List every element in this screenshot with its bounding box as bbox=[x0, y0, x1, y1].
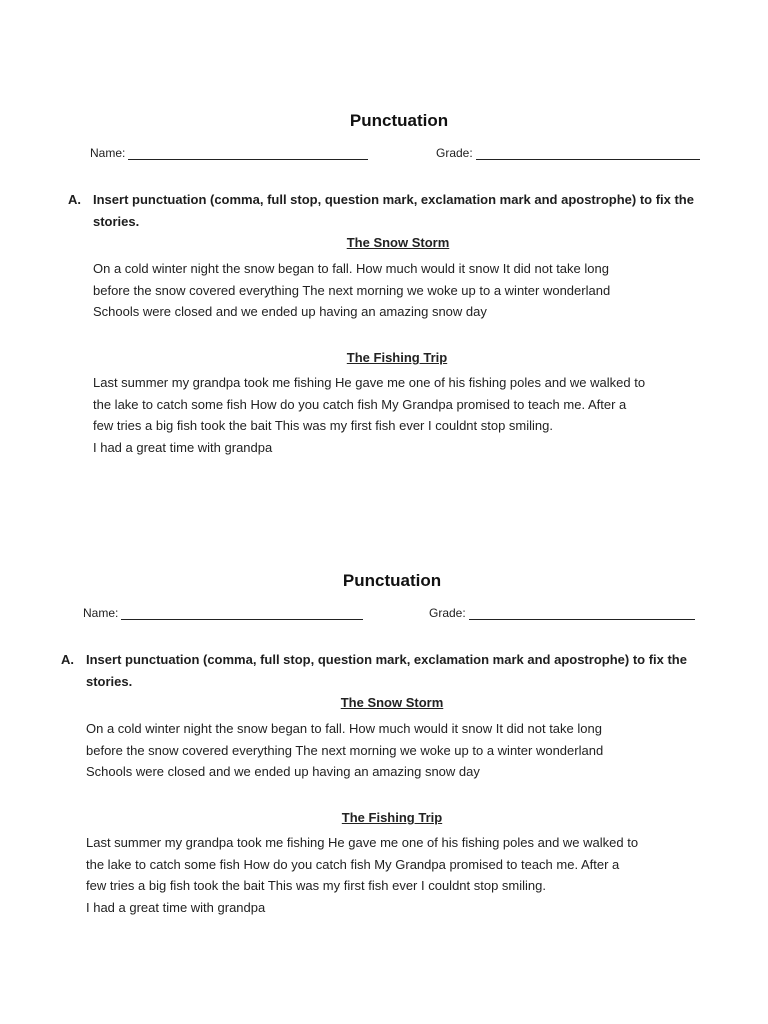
task-letter: A. bbox=[68, 192, 81, 207]
story-text-snow-storm: On a cold winter night the snow began to fall. How much would it snow It did not take long before the snow covered everything The next morning we woke up to a winter wonderland Schools were closed and we ended up having an amazing snow day bbox=[86, 721, 604, 779]
story-title-snow-storm: The Snow Storm bbox=[340, 695, 444, 710]
name-label: Name: bbox=[90, 146, 126, 160]
worksheet-title: Punctuation bbox=[342, 571, 442, 590]
task-text: Insert punctuation (comma, full stop, question mark, exclamation mark and apostrophe) to fix the stories. bbox=[93, 192, 694, 229]
grade-blank-line[interactable] bbox=[469, 607, 695, 620]
grade-label: Grade: bbox=[436, 146, 473, 160]
story-title-snow-storm: The Snow Storm bbox=[346, 235, 450, 250]
grade-field[interactable] bbox=[429, 606, 695, 620]
worksheet-top bbox=[0, 0, 768, 460]
name-field[interactable] bbox=[90, 146, 368, 160]
story-text-snow-storm: On a cold winter night the snow began to fall. How much would it snow It did not take long before the snow covered everything The next morning we woke up to a winter wonderland Schools were closed and we ended up having an amazing snow day bbox=[93, 261, 611, 319]
story-text-fishing-trip: Last summer my grandpa took me fishing He gave me one of his fishing poles and we walked to the lake to catch some fish How do you catch fish My Grandpa promised to teach me. After a few tries a big fish took the bait This was my first fish ever I couldnt stop smiling. I had a great time with grandpa bbox=[86, 835, 639, 915]
story-title-fishing-trip: The Fishing Trip bbox=[346, 350, 448, 365]
story-text-fishing-trip: Last summer my grandpa took me fishing He gave me one of his fishing poles and we walked to the lake to catch some fish How do you catch fish My Grandpa promised to teach me. After a few tries a big fish took the bait This was my first fish ever I couldnt stop smiling. I had a great time with grandpa bbox=[93, 375, 646, 455]
worksheet-title: Punctuation bbox=[349, 111, 449, 130]
name-blank-line[interactable] bbox=[128, 147, 368, 160]
task-letter: A. bbox=[61, 652, 74, 667]
name-label: Name: bbox=[83, 606, 119, 620]
grade-blank-line[interactable] bbox=[476, 147, 700, 160]
task-text: Insert punctuation (comma, full stop, question mark, exclamation mark and apostrophe) to fix the stories. bbox=[86, 652, 687, 689]
name-field[interactable] bbox=[83, 606, 363, 620]
name-blank-line[interactable] bbox=[121, 607, 363, 620]
story-title-fishing-trip: The Fishing Trip bbox=[341, 810, 443, 825]
worksheet-bottom bbox=[0, 460, 768, 920]
grade-field[interactable] bbox=[436, 146, 700, 160]
grade-label: Grade: bbox=[429, 606, 466, 620]
